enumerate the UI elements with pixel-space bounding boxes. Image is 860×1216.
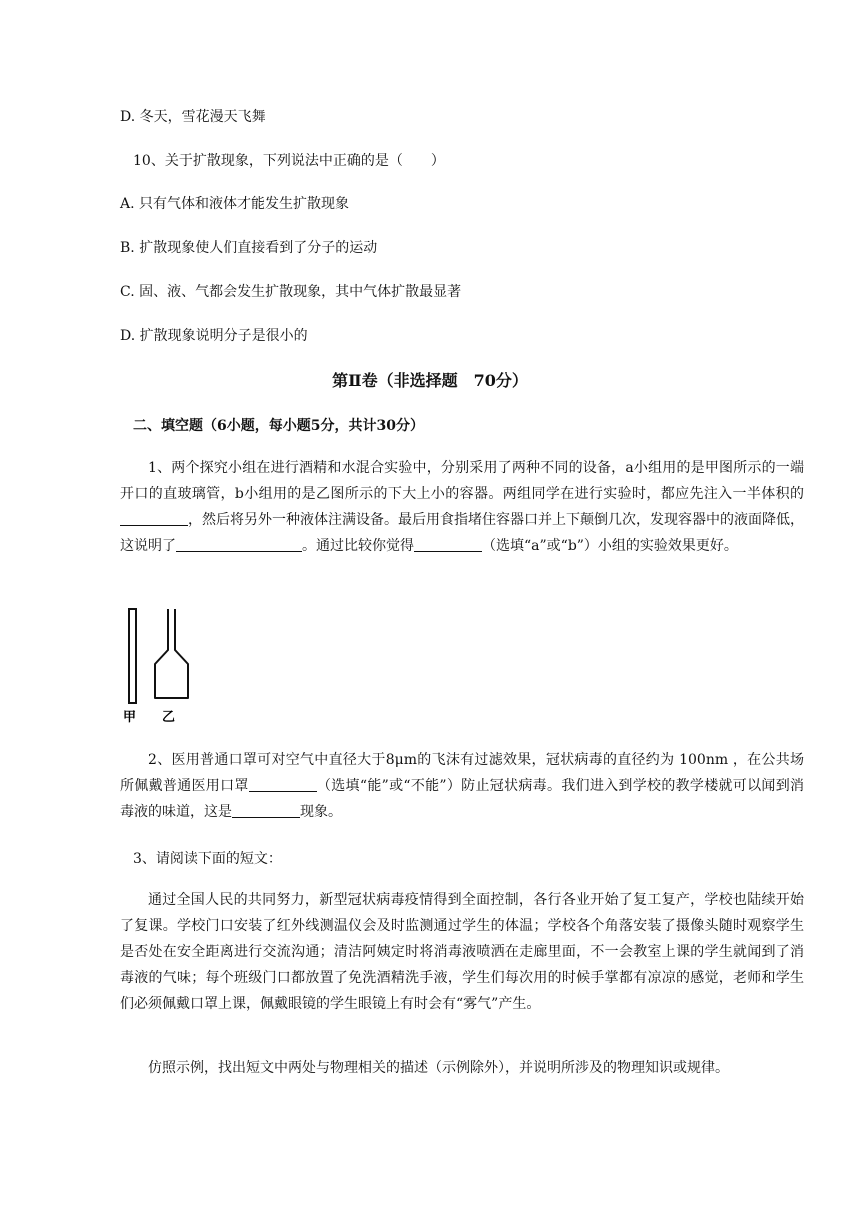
q3-passage-text: 通过全国人民的共同努力，新型冠状病毒疫情得到全面控制，各行各业开始了复工复产，学校也陆续开始了复课。学校门口安装了红外线测温仪会及时监测通过学生的体温；学校各个角落安装了摄像头随时观察学生是否处在安全距离进行交流沟通；清洁阿姨定时将消毒液喷洒在走廊里面，不一会教室上课的学生就闻到了消毒液的气味；每个班级门口都放置了免洗酒精洗手液，学生们每次用的时候手掌都有凉凉的感觉，老师和学生们必须佩戴口罩上课，佩戴眼镜的学生眼镜上有时会有“雾气”产生。 [120, 892, 804, 1012]
q2-blank-2[interactable] [232, 803, 300, 818]
q3-stem: 3、请阅读下面的短文： [133, 851, 282, 867]
q3-instruction [120, 1055, 804, 1081]
q10-stem: 10、关于扩散现象，下列说法中正确的是（ ） [133, 153, 445, 169]
q1-blank-3[interactable] [414, 537, 482, 552]
straight-glass-tube [129, 609, 136, 703]
apparatus-figure [118, 606, 208, 728]
q3-passage [120, 887, 804, 1017]
figure-label-yi: 乙 [162, 710, 176, 724]
q10-option-a: A. 只有气体和液体才能发生扩散现象 [120, 196, 350, 212]
q1-blank-2[interactable] [176, 537, 302, 552]
part2-title: 第Ⅱ卷（非选择题 70分） [332, 371, 528, 390]
q1-blank-1[interactable] [120, 511, 188, 526]
q10-option-c: C. 固、液、气都会发生扩散现象，其中气体扩散最显著 [120, 284, 462, 300]
q1-text-2: ，然后将另外一种液体注满设备。最后用食指堵住容器口并上下颠倒几次，发现容器中的液面降低，这说明了 [120, 512, 804, 554]
q9-option-d: D. 冬天，雪花漫天飞舞 [120, 109, 266, 125]
q2-text-2: （选填“能”或“不能”）防止冠状病毒。我们进入到学校的教学楼就可以闻到消毒液的味道，这是 [120, 778, 804, 820]
q1-text-1: 1、两个探究小组在进行酒精和水混合实验中，分别采用了两种不同的设备，a小组用的是甲图所示的一端开口的直玻璃管，b小组用的是乙图所示的下大上小的容器。两组同学在进行实验时，都应先注入一半体积的 [120, 460, 804, 502]
q10-option-b: B. 扩散现象使人们直接看到了分子的运动 [120, 240, 378, 256]
question-1 [120, 455, 804, 559]
figure-label-jia: 甲 [123, 710, 137, 724]
question-2 [120, 747, 804, 825]
fill-blank-section-title: 二、填空题（6小题，每小题5分，共计30分） [133, 418, 424, 434]
glass-tube-container-diagram [118, 606, 208, 724]
q2-text-3: 现象。 [300, 804, 342, 820]
q10-option-d: D. 扩散现象说明分子是很小的 [120, 328, 308, 344]
q2-blank-1[interactable] [249, 777, 317, 792]
q1-text-3: 。通过比较你觉得 [302, 538, 414, 554]
bottle-container [155, 609, 188, 698]
q3-instruction-text: 仿照示例，找出短文中两处与物理相关的描述（示例除外），并说明所涉及的物理知识或规律。 [148, 1060, 729, 1076]
q2-text-1: 2、医用普通口罩可对空气中直径大于8μm的飞沫有过滤效果，冠状病毒的直径约为 100nm ，在公共场所佩戴普通医用口罩 [120, 752, 804, 794]
q1-text-4: （选填“a”或“b”）小组的实验效果更好。 [482, 538, 738, 554]
